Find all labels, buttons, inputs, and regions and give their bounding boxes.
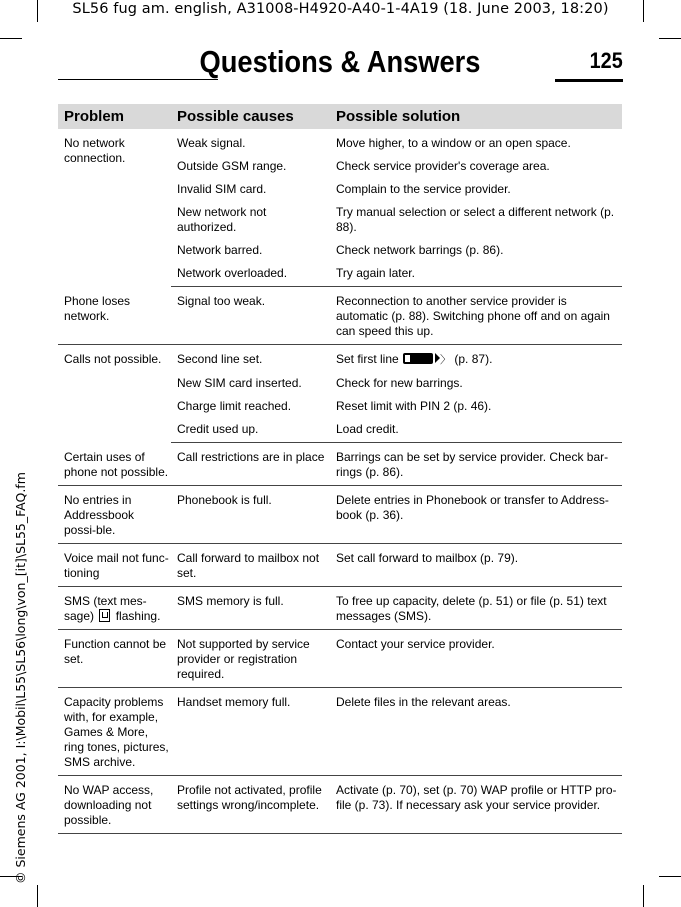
line-1-display-icon — [403, 353, 433, 364]
solution-text: (p. 87). — [454, 352, 493, 366]
table-row — [58, 486, 622, 544]
problem-cell: No WAP access, downloading not possible. — [58, 776, 171, 834]
solution-cell: To free up capacity, delete (p. 51) or file (p. 51) text messages (SMS). — [330, 587, 622, 630]
solution-cell: Set call forward to mailbox (p. 79). — [330, 544, 622, 587]
solution-cell: Check for new barrings. — [336, 376, 463, 390]
cause-cell: Network barred. — [177, 243, 263, 257]
solution-cell: Delete files in the relevant areas. — [330, 688, 622, 776]
cause-cell: Charge limit reached. — [177, 399, 292, 413]
solution-cell: Delete entries in Phonebook or transfer to Address-book (p. 36). — [330, 486, 622, 544]
cause-cell: Not supported by service provider or registration required. — [171, 630, 330, 688]
table-row — [58, 345, 622, 373]
cause-cell: Call forward to mailbox not set. — [171, 544, 330, 587]
sms-envelope-icon — [99, 609, 110, 622]
problem-cell: Capacity problems with, for example, Games & More, ring tones, pictures, SMS archive. — [58, 688, 171, 776]
problem-cell: Phone loses network. — [58, 287, 171, 345]
problem-text: flashing. — [115, 609, 161, 623]
cause-cell: Credit used up. — [171, 418, 330, 443]
table-header-row — [58, 104, 622, 129]
problem-cell: No network connection. — [64, 136, 126, 165]
solution-cell: Check network barrings (p. 86). — [336, 243, 504, 257]
problem-cell: Voice mail not func-tioning — [58, 544, 171, 587]
cause-cell: Invalid SIM card. — [177, 182, 267, 196]
solution-cell: Move higher, to a window or an open space. — [336, 136, 571, 150]
problem-cell: Calls not possible. — [64, 352, 162, 366]
table-row — [58, 443, 622, 486]
problem-text: SMS (text mes-sage) — [64, 594, 147, 623]
crop-mark — [37, 885, 38, 907]
problem-cell: No entries in Addressbook possi-ble. — [58, 486, 171, 544]
cause-cell: Outside GSM range. — [177, 159, 287, 173]
solution-cell: Try again later. — [330, 262, 622, 287]
table-row — [58, 688, 622, 776]
solution-cell: Check service provider's coverage area. — [336, 159, 550, 173]
solution-cell: Reset limit with PIN 2 (p. 46). — [336, 399, 492, 413]
cause-cell: Weak signal. — [177, 136, 246, 150]
table-row — [58, 544, 622, 587]
table-row — [58, 129, 622, 155]
header-problem: Problem — [58, 104, 171, 129]
solution-cell: Barrings can be set by service provider. Check bar-rings (p. 86). — [330, 443, 622, 486]
solution-cell: Load credit. — [330, 418, 622, 443]
solution-cell: Reconnection to another service provider is automatic (p. 88). Switching phone off and on again can speed this up. — [330, 287, 622, 345]
chevron-right-icon: 〉 — [440, 354, 452, 366]
page-number: 125 — [589, 48, 623, 73]
solution-cell — [330, 345, 622, 373]
solution-cell: Complain to the service provider. — [336, 182, 511, 196]
header-causes: Possible causes — [171, 104, 330, 129]
cause-cell: Phonebook is full. — [171, 486, 330, 544]
cause-cell: Network overloaded. — [171, 262, 330, 287]
table-row — [58, 587, 622, 630]
crop-mark — [0, 38, 22, 39]
cause-cell: Handset memory full. — [171, 688, 330, 776]
table-row — [58, 776, 622, 834]
copyright-side-text: © Siemens AG 2001, I:\Mobil\L55\SL56\long\von_[it]\SL55_FAQ.fm — [13, 472, 28, 884]
cause-cell: Profile not activated, profile settings wrong/incomplete. — [171, 776, 330, 834]
solution-cell: Activate (p. 70), set (p. 70) WAP profile or HTTP pro-file (p. 73). If necessary ask your service provider. — [330, 776, 622, 834]
cause-cell: Call restrictions are in place — [171, 443, 330, 486]
table-row — [58, 630, 622, 688]
header-solution: Possible solution — [330, 104, 622, 129]
problem-cell: Function cannot be set. — [58, 630, 171, 688]
solution-cell: Try manual selection or select a different network (p. 88). — [336, 205, 615, 234]
cause-cell: New SIM card inserted. — [177, 376, 302, 390]
crop-mark — [659, 876, 681, 877]
table-row — [58, 287, 622, 345]
cause-cell: Signal too weak. — [171, 287, 330, 345]
problem-cell: Certain uses of phone not possible. — [58, 443, 171, 486]
cause-cell: SMS memory is full. — [171, 587, 330, 630]
file-header: SL56 fug am. english, A31008-H4920-A40-1-4A19 (18. June 2003, 18:20) — [72, 1, 609, 17]
crop-mark — [659, 38, 681, 39]
title-rule — [58, 79, 218, 80]
problem-cell — [58, 587, 171, 630]
solution-text: Set first line — [336, 352, 399, 366]
page-title: Questions & Answers — [199, 44, 481, 79]
solution-cell: Contact your service provider. — [330, 630, 622, 688]
page-number-rule — [555, 79, 623, 82]
crop-mark — [643, 885, 644, 907]
cause-cell: New network not authorized. — [177, 205, 267, 234]
cause-cell: Second line set. — [177, 352, 263, 366]
faq-table — [58, 104, 622, 834]
